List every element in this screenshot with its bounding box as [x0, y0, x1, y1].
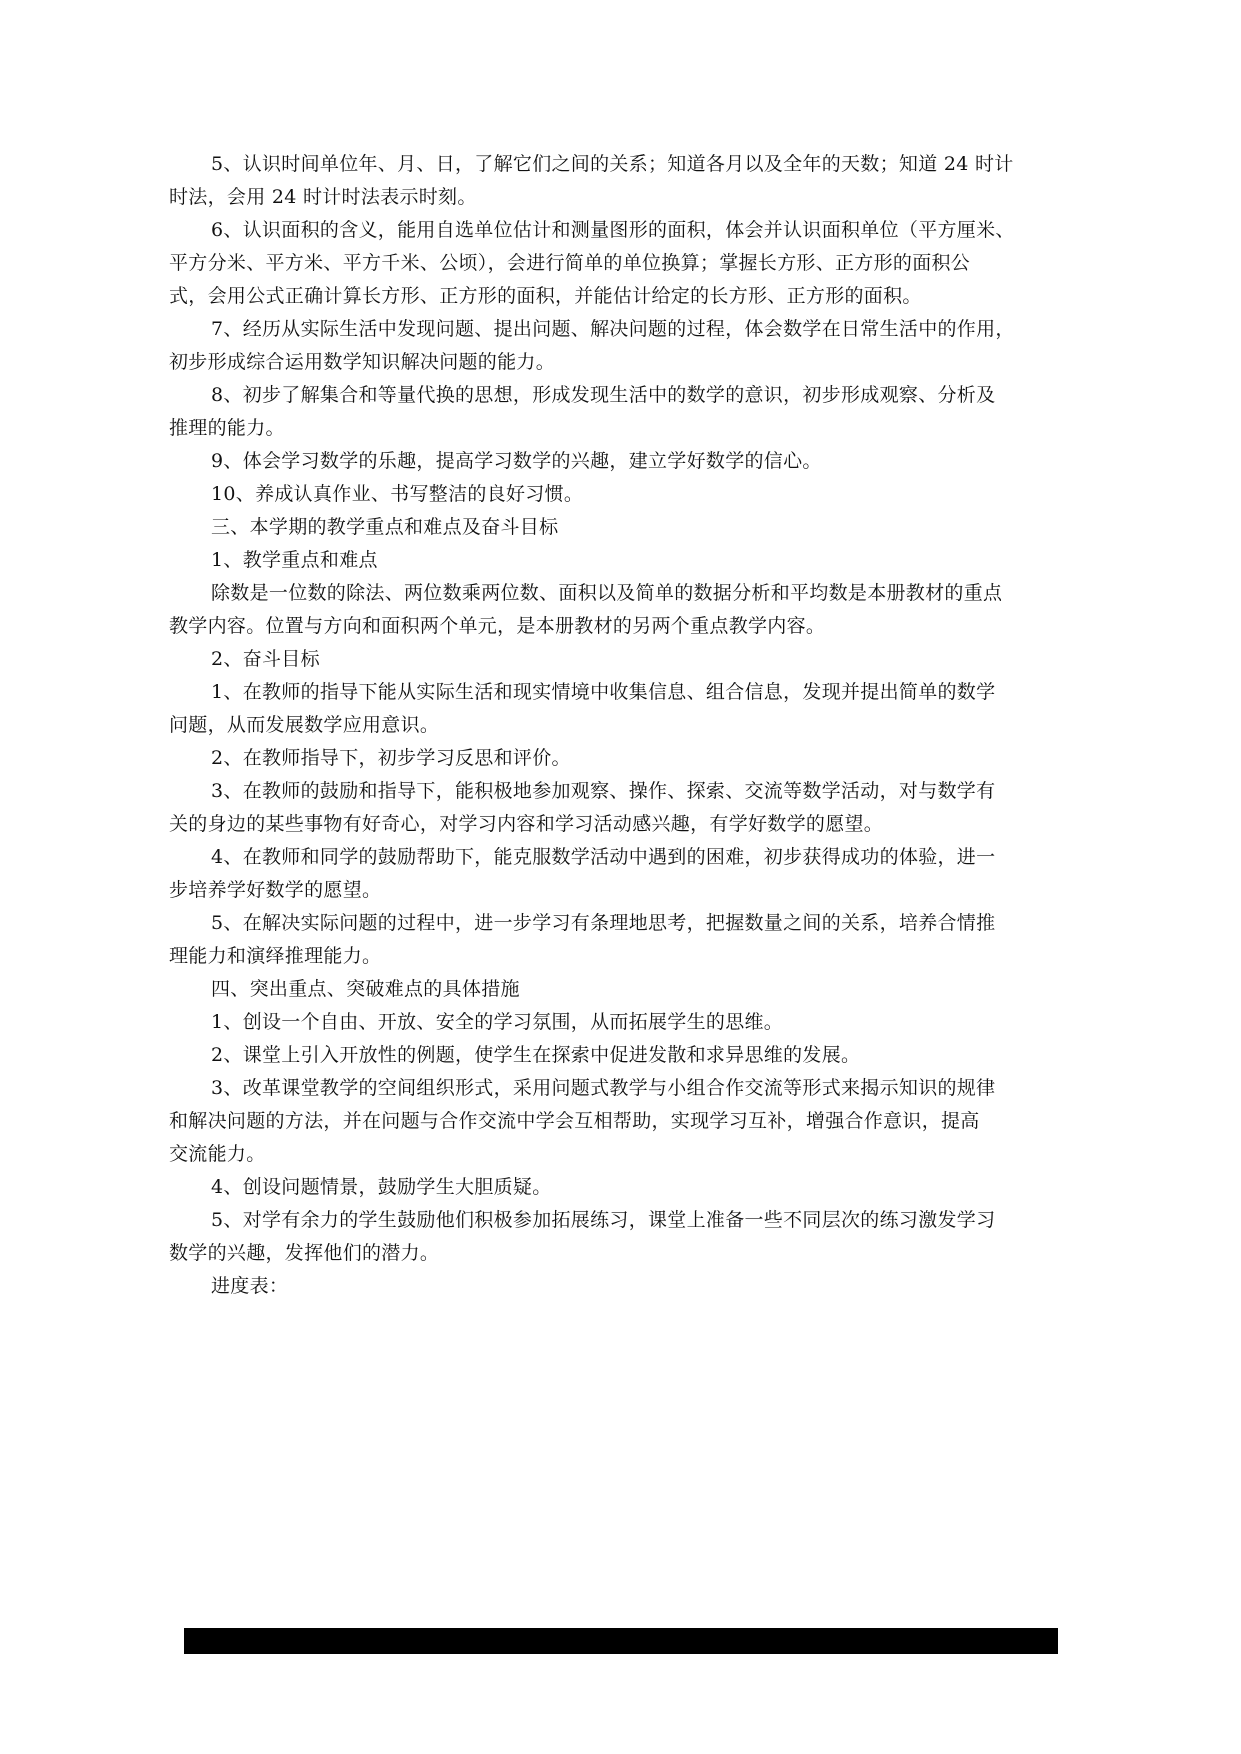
paragraph-line: 9、体会学习数学的乐趣，提高学习数学的兴趣，建立学好数学的信心。: [211, 450, 822, 472]
paragraph: [169, 313, 1070, 379]
paragraph: [169, 379, 1070, 445]
paragraph-line: 推理的能力。: [169, 417, 285, 439]
paragraph-line: 8、初步了解集合和等量代换的思想，形成发现生活中的数学的意识，初步形成观察、分析及: [211, 384, 996, 406]
paragraph-line: 5、认识时间单位年、月、日，了解它们之间的关系；知道各月以及全年的天数；知道 24 时计: [211, 153, 1014, 175]
paragraph-line: 步培养学好数学的愿望。: [169, 879, 382, 901]
paragraph-line: 问题，从而发展数学应用意识。: [169, 714, 440, 736]
paragraph: [190, 973, 1070, 1006]
paragraph-line: 三、本学期的教学重点和难点及奋斗目标: [211, 516, 559, 538]
paragraph-line: 数学的兴趣，发挥他们的潜力。: [169, 1242, 440, 1264]
paragraph: [169, 841, 1070, 907]
paragraph: [169, 577, 1070, 643]
paragraph-line: 1、创设一个自由、开放、安全的学习氛围，从而拓展学生的思维。: [211, 1011, 784, 1033]
paragraph-line: 式，会用公式正确计算长方形、正方形的面积，并能估计给定的长方形、正方形的面积。: [169, 285, 922, 307]
paragraph-line: 2、在教师指导下，初步学习反思和评价。: [211, 747, 571, 769]
paragraph: [190, 1006, 1070, 1039]
paragraph: [190, 1270, 1070, 1303]
paragraph-line: 初步形成综合运用数学知识解决问题的能力。: [169, 351, 556, 373]
paragraph: [169, 676, 1070, 742]
paragraph: [190, 742, 1070, 775]
paragraph-line: 除数是一位数的除法、两位数乘两位数、面积以及简单的数据分析和平均数是本册教材的重点: [211, 582, 1003, 604]
paragraph: [169, 1072, 1070, 1171]
paragraph-line: 3、改革课堂教学的空间组织形式，采用问题式教学与小组合作交流等形式来揭示知识的规律: [211, 1077, 996, 1099]
paragraph-line: 关的身边的某些事物有好奇心，对学习内容和学习活动感兴趣，有学好数学的愿望。: [169, 813, 884, 835]
page-number-label: 第 2 页 /总页数 2 页: [527, 1656, 728, 1678]
paragraph-line: 10、养成认真作业、书写整洁的良好习惯。: [211, 483, 584, 505]
paragraph-line: 4、在教师和同学的鼓励帮助下，能克服数学活动中遇到的困难，初步获得成功的体验，进一: [211, 846, 996, 868]
paragraph-line: 平方分米、平方米、平方千米、公顷），会进行简单的单位换算；掌握长方形、正方形的面积公: [169, 252, 971, 274]
paragraph: [169, 1204, 1070, 1270]
paragraph-line: 6、认识面积的含义，能用自选单位估计和测量图形的面积，体会并认识面积单位（平方厘米、: [211, 219, 1015, 241]
paragraph-line: 交流能力。: [169, 1143, 266, 1165]
paragraph: [169, 148, 1070, 214]
paragraph-line: 四、突出重点、突破难点的具体措施: [211, 978, 520, 1000]
paragraph-line: 和解决问题的方法，并在问题与合作交流中学会互相帮助，实现学习互补，增强合作意识，提高: [169, 1110, 980, 1132]
paragraph: [190, 1039, 1070, 1072]
paragraph-line: 进度表：: [211, 1275, 289, 1297]
paragraph-line: 4、创设问题情景，鼓励学生大胆质疑。: [211, 1176, 552, 1198]
paragraph: [190, 643, 1070, 676]
paragraph: [169, 214, 1070, 313]
document-body: [169, 148, 1070, 1303]
paragraph: [190, 1171, 1070, 1204]
paragraph: [169, 907, 1070, 973]
paragraph-line: 理能力和演绎推理能力。: [169, 945, 382, 967]
paragraph-line: 1、教学重点和难点: [211, 549, 378, 571]
page-footer: [184, 1628, 1058, 1678]
paragraph-line: 3、在教师的鼓励和指导下，能积极地参加观察、操作、探索、交流等数学活动，对与数学有: [211, 780, 996, 802]
paragraph-line: 教学内容。位置与方向和面积两个单元，是本册教材的另两个重点教学内容。: [169, 615, 826, 637]
paragraph: [190, 511, 1070, 544]
paragraph: [190, 544, 1070, 577]
paragraph-line: 5、在解决实际问题的过程中，进一步学习有条理地思考，把握数量之间的关系，培养合情推: [211, 912, 996, 934]
paragraph: [190, 478, 1070, 511]
paragraph-line: 2、奋斗目标: [211, 648, 320, 670]
paragraph-line: 5、对学有余力的学生鼓励他们积极参加拓展练习，课堂上准备一些不同层次的练习激发学习: [211, 1209, 996, 1231]
paragraph: [169, 775, 1070, 841]
paragraph-line: 1、在教师的指导下能从实际生活和现实情境中收集信息、组合信息，发现并提出简单的数学: [211, 681, 996, 703]
paragraph: [190, 445, 1070, 478]
paragraph-line: 7、经历从实际生活中发现问题、提出问题、解决问题的过程，体会数学在日常生活中的作用，: [211, 318, 1015, 340]
paragraph-line: 2、课堂上引入开放性的例题，使学生在探索中促进发散和求异思维的发展。: [211, 1044, 861, 1066]
paragraph-line: 时法，会用 24 时计时法表示时刻。: [169, 186, 477, 208]
